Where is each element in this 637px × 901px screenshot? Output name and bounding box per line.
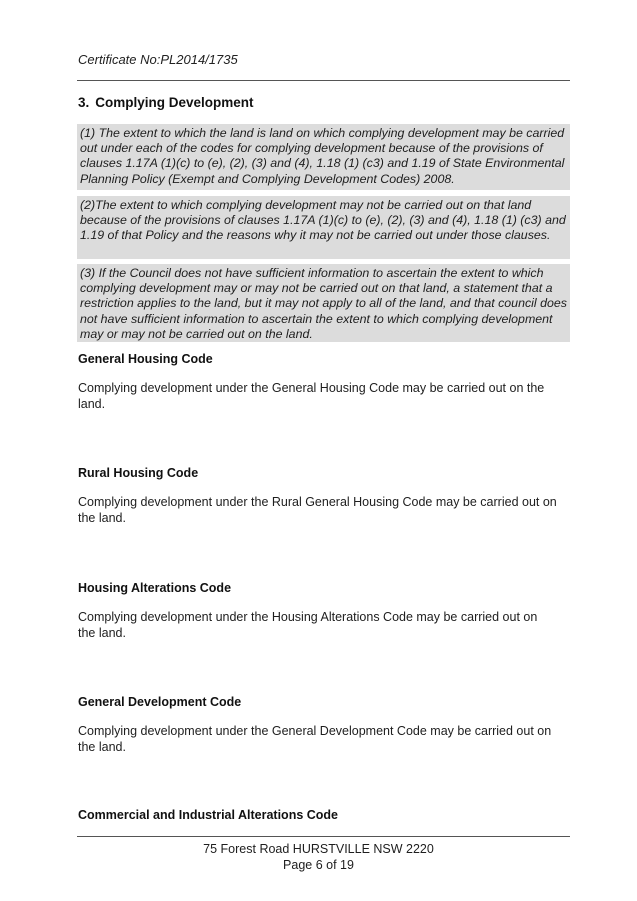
code-heading-housing-alterations: Housing Alterations Code [78,581,232,595]
code-heading-commercial-industrial: Commercial and Industrial Alterations Code [78,808,339,822]
section-title-text: Complying Development [95,95,254,110]
page-number: Page 6 of 19 [283,858,354,872]
code-body-general-development: Complying development under the General Development Code may be carried out on the land. [78,724,552,754]
code-heading-general-housing: General Housing Code [78,352,213,366]
code-body-housing-alterations: Complying development under the Housing Alterations Code may be carried out on the land. [78,610,538,640]
section-number: 3. [78,95,90,110]
footer-address: 75 Forest Road HURSTVILLE NSW 2220 [203,842,434,856]
code-body-general-housing: Complying development under the General Housing Code may be carried out on the land. [78,381,545,411]
code-heading-rural-housing: Rural Housing Code [78,466,199,480]
footer-divider [77,836,570,837]
section-title [78,95,254,110]
shaded-paragraph-3: (3) If the Council does not have sufficient information to ascertain the extent to which complying development may or may not be carried out on that land, a statement that a restriction applies to the land, but it may not apply to all of the land, and that council does not have sufficient information to ascertain the extent to which complying development may or may not be carried out on the land. [77,264,570,342]
certificate-number: Certificate No:PL2014/1735 [78,52,238,67]
code-heading-general-development: General Development Code [78,695,242,709]
shaded-paragraph-2: (2)The extent to which complying development may not be carried out on that land because of the provisions of clauses 1.17A (1)(c) to (e), (2), (3) and (4), 1.18 (1) (c3) and 1.19 of that Policy and the reasons why it may not be carried out under those clauses. [77,196,570,259]
code-body-rural-housing: Complying development under the Rural General Housing Code may be carried out on the land. [78,495,557,525]
header-divider [77,80,570,81]
shaded-paragraph-1: (1) The extent to which the land is land on which complying development may be carried out under each of the codes for complying development because of the provisions of clauses 1.17A (1)(c) to (e), (2), (3) and (4), 1.18 (1) (c3) and 1.19 of State Environmental Planning Policy (Exempt and Complying Development Codes) 2008. [77,124,570,190]
